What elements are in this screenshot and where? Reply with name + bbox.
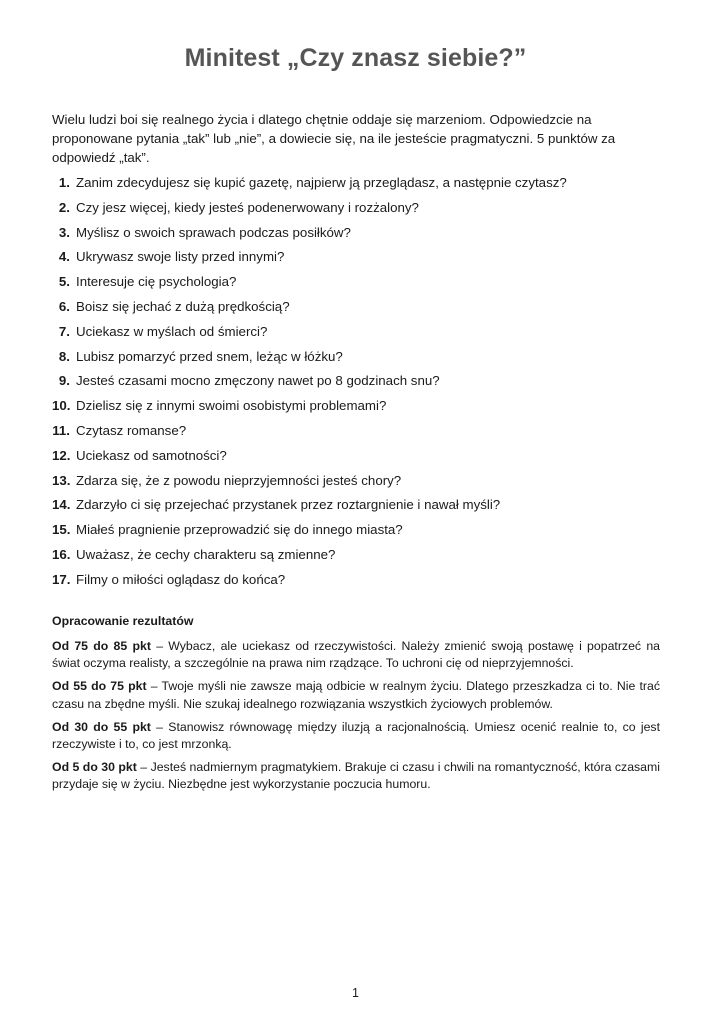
question-number: 13. <box>52 472 71 488</box>
question-item <box>52 171 672 196</box>
question-text: Zanim zdecydujesz się kupić gazetę, najpierw ją przeglądasz, a następnie czytasz? <box>76 175 567 190</box>
result-item <box>52 759 660 793</box>
question-text: Zdarzyło ci się przejechać przystanek przez roztargnienie i nawał myśli? <box>76 497 501 513</box>
question-text: Filmy o miłości oglądasz do końca? <box>76 571 286 587</box>
question-text: Czytasz romanse? <box>76 422 187 438</box>
results-title: Opracowanie rezultatów <box>52 614 194 628</box>
question-text: Lubisz pomarzyć przed snem, leżąc w łóżku? <box>76 348 343 364</box>
question-text: Boisz się jechać z dużą prędkością? <box>76 298 290 314</box>
question-item <box>52 469 672 494</box>
question-number: 15. <box>52 522 71 538</box>
question-text: Uciekasz od samotności? <box>76 447 227 463</box>
question-number: 8. <box>58 348 70 364</box>
question-number: 14. <box>52 497 71 513</box>
question-number: 10. <box>52 398 71 414</box>
question-item <box>52 444 672 469</box>
result-item <box>52 719 660 753</box>
question-number: 3. <box>58 224 70 240</box>
question-number: 1. <box>58 175 70 190</box>
results-section <box>52 612 660 800</box>
question-item <box>52 369 672 394</box>
result-text: – Wybacz, ale uciekasz od rzeczywistości. Należy zmienić swoją postawę i popatrzeć na świat oczyma realisty, a szczególnie na prawa nim rządzące. To uchroni cię od nieprzyjemności. <box>52 639 660 671</box>
question-item <box>52 493 672 518</box>
question-number: 6. <box>58 298 70 314</box>
question-item <box>52 518 672 543</box>
result-range: Od 30 do 55 pkt <box>52 719 151 734</box>
question-number: 4. <box>58 249 70 265</box>
question-item <box>52 568 672 593</box>
question-list <box>52 171 672 593</box>
result-range: Od 5 do 30 pkt <box>52 760 137 775</box>
question-text: Zdarza się, że z powodu nieprzyjemności jesteś chory? <box>76 472 402 488</box>
result-text: – Twoje myśli nie zawsze mają odbicie w realnym życiu. Dlatego przeszkadza ci to. Nie trać czasu na zbędne myśli. Nie szukaj idealnego rozwiązania wszystkich życiowych problemów. <box>52 679 660 711</box>
question-item <box>52 295 672 320</box>
question-text: Czy jesz więcej, kiedy jesteś podenerwowany i rozżalony? <box>76 199 419 215</box>
question-number: 5. <box>58 274 70 290</box>
result-item <box>52 638 660 672</box>
result-range: Od 75 do 85 pkt <box>52 639 151 653</box>
question-number: 2. <box>58 199 70 215</box>
question-number: 12. <box>52 447 71 463</box>
question-item <box>52 543 672 568</box>
result-text: – Jesteś nadmiernym pragmatykiem. Brakuje ci czasu i chwili na romantyczność, która czasami przydaje się w życiu. Niezbędne jest wykorzystanie poczucia humoru. <box>52 760 660 792</box>
page-number: 1 <box>352 986 359 1000</box>
question-item <box>52 196 672 221</box>
question-number: 9. <box>58 373 70 389</box>
question-item <box>52 320 672 345</box>
question-text: Uważasz, że cechy charakteru są zmienne? <box>76 546 336 562</box>
question-number: 7. <box>58 323 70 339</box>
question-number: 17. <box>52 571 71 587</box>
result-range: Od 55 do 75 pkt <box>52 679 147 694</box>
question-text: Jesteś czasami mocno zmęczony nawet po 8 godzinach snu? <box>76 373 440 389</box>
question-number: 16. <box>52 546 71 562</box>
question-text: Dzielisz się z innymi swoimi osobistymi problemami? <box>76 398 387 414</box>
question-text: Ukrywasz swoje listy przed innymi? <box>76 249 285 265</box>
question-text: Miałeś pragnienie przeprowadzić się do innego miasta? <box>76 522 403 538</box>
result-text: – Stanowisz równowagę między iluzją a racjonalnością. Umiesz ocenić realnie to, co jest rzeczywiste i to, co jest mrzonką. <box>52 719 660 752</box>
question-text: Uciekasz w myślach od śmierci? <box>76 323 268 339</box>
question-text: Myślisz o swoich sprawach podczas posiłków? <box>76 224 351 240</box>
question-item <box>52 245 672 270</box>
question-item <box>52 221 672 246</box>
question-item <box>52 345 672 370</box>
question-text: Interesuje cię psychologia? <box>76 274 237 290</box>
result-item <box>52 678 660 712</box>
question-item <box>52 394 672 419</box>
question-item <box>52 419 672 444</box>
page-title: Minitest „Czy znasz siebie?” <box>184 44 527 72</box>
question-item <box>52 270 672 295</box>
question-number: 11. <box>52 422 70 438</box>
intro-paragraph: Wielu ludzi boi się realnego życia i dlatego chętnie oddaje się marzeniom. Odpowiedzcie na proponowane pytania „tak” lub „nie”, a dowiecie się, na ile jesteście pragmatyczni. 5 punktów za odpowiedź „tak”. <box>52 112 616 165</box>
